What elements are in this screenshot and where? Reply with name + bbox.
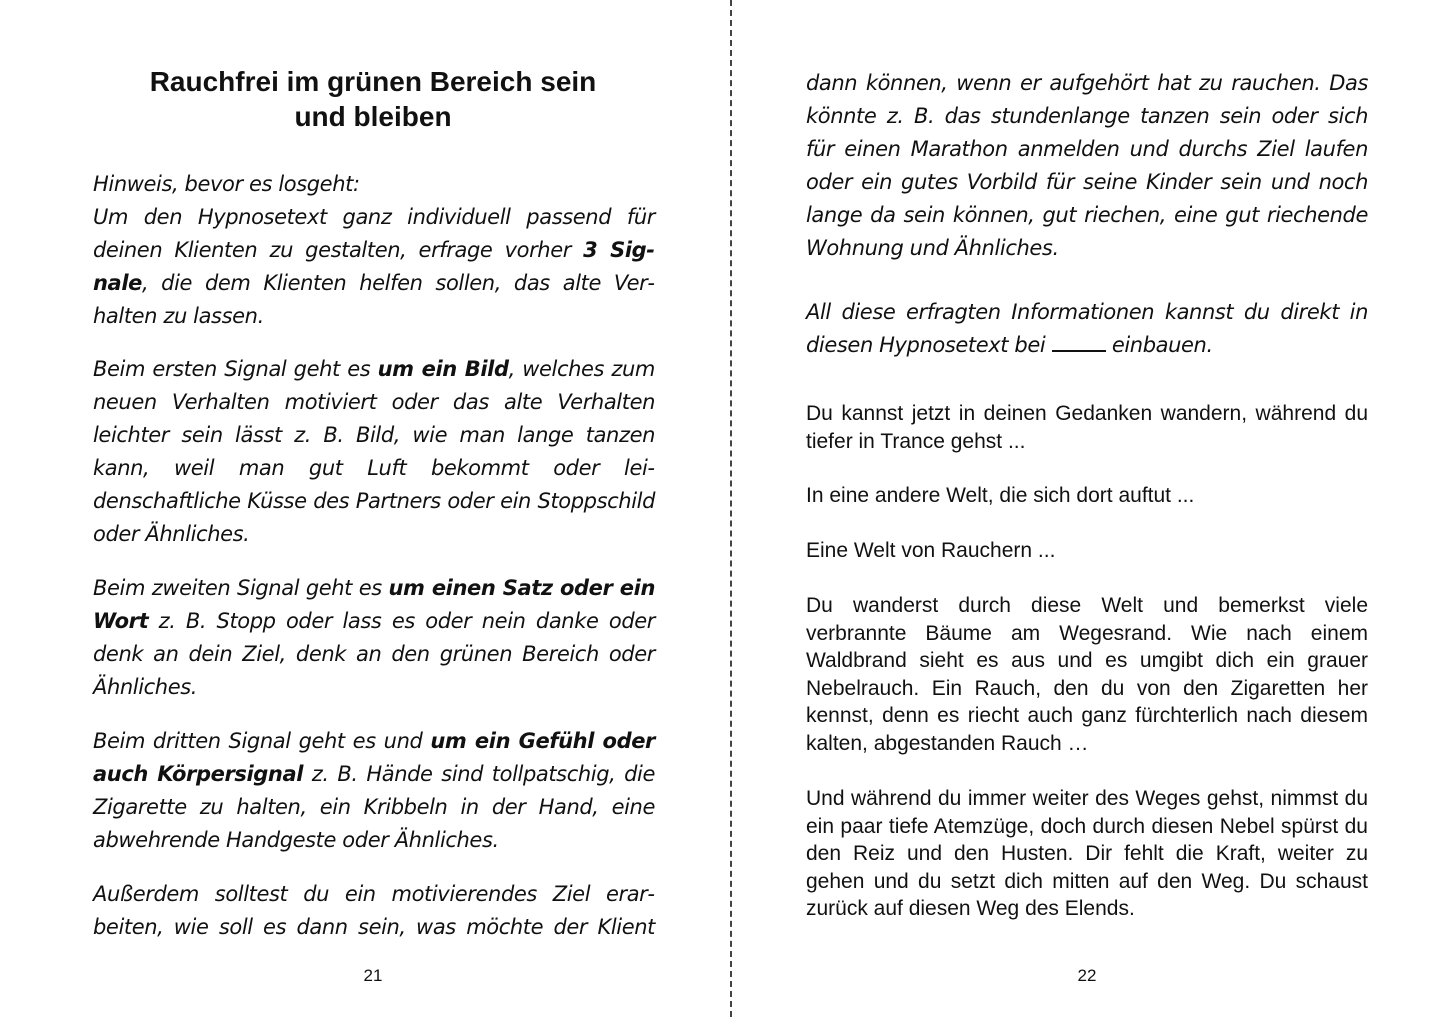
page-divider [730, 0, 732, 1017]
note-bold: 3 Signale [93, 238, 655, 295]
title-line-2: und bleiben [294, 101, 452, 132]
story-paragraph-2: In eine andere Welt, die sich dort auftut ... [806, 484, 1195, 507]
goal-paragraph: Außerdem solltest du ein motivierendes Ziel erarbeiten, wie soll es dann sein, was möchte der Klient [93, 882, 655, 939]
note-text-2: , die dem Klienten helfen sollen, das alte Verhalten zu lassen. [93, 271, 655, 328]
info-paragraph [806, 296, 1368, 362]
signal-2-text: Beim zweiten Signal geht es [93, 576, 389, 600]
story-paragraph-4: Du wanderst durch diese Welt und bemerkst viele verbrannte Bäume am Wegesrand. Wie nach einem Waldbrand sieht es aus und es umgibt dich ein grauer Nebelrauch. Ein Rauch, den du von den Zigaretten her kennst, denn es riecht auch ganz fürchterlich nach diesem kalten, abgestanden Rauch … [806, 594, 1368, 755]
fill-in-blank [1052, 332, 1106, 352]
signal-3-text-end: z. B. Hände sind tollpatschig, die Zigarette zu halten, ein Kribbeln in der Hand, eine abwehrende Handgeste oder Ähnliches. [93, 762, 656, 852]
signal-3-paragraph [93, 725, 655, 857]
story-paragraph-1: Du kannst jetzt in deinen Gedanken wandern, während du tiefer in Trance gehst ... [806, 402, 1368, 453]
note-paragraph [93, 168, 655, 333]
signal-2-text-end: z. B. Stopp oder lass es oder nein danke oder denk an dein Ziel, denk an den grünen Bereich oder Ähnliches. [93, 609, 655, 699]
signal-1-bold: um ein Bild [377, 357, 509, 381]
signal-1-paragraph [93, 353, 655, 551]
title-line-1: Rauchfrei im grünen Bereich sein [149, 66, 597, 97]
goal-continued-paragraph: dann können, wenn er aufgehört hat zu rauchen. Das könnte z. B. das stundenlange tanzen sein oder sich für einen Marathon anmelden und durchs Ziel laufen oder ein gutes Vorbild für seine Kinder sein und noch lange da sein können, gut riechen, eine gut riechende Wohnung und Ähnliches. [806, 71, 1368, 260]
note-heading: Hinweis, bevor es losgeht: [93, 172, 360, 196]
info-text: All diese erfragten Informationen kannst du direkt in diesen Hypnosetext bei [806, 300, 1368, 357]
signal-2-paragraph [93, 572, 655, 704]
signal-1-text-end: , welches zum neuen Verhalten motiviert oder das alte Verhalten leichter sein lässt z. B. Bild, wie man lange tanzen kann, weil man gut Luft bekommt oder leidenschaftliche Küsse des Partners oder ein Stoppschild oder Ähnliches. [93, 357, 655, 546]
signal-3-bold: um ein Gefühl oder auch Körpersignal [93, 729, 656, 786]
signal-2-bold: um einen Satz oder ein Wort [93, 576, 656, 633]
page-title [93, 64, 653, 134]
story-paragraph-5: Und während du immer weiter des Weges gehst, nimmst du ein paar tiefe Atemzüge, doch durch diesen Nebel spürst du den Reiz und den Husten. Dir fehlt die Kraft, weiter zu gehen und du setzt dich mitten auf den Weg. Du schaust zurück auf diesen Weg des Elends. [806, 787, 1368, 920]
info-text-end: einbauen. [1105, 333, 1213, 357]
right-page [733, 0, 1456, 1017]
signal-3-text: Beim dritten Signal geht es und [93, 729, 431, 753]
page-number: 21 [363, 966, 383, 985]
page-number: 22 [1077, 966, 1097, 985]
note-text-1: Um den Hypnosetext ganz individuell passend für deinen Klienten zu gestalten, erfrage vorher [93, 205, 655, 262]
signal-1-text: Beim ersten Signal geht es [93, 357, 378, 381]
story-paragraph-3: Eine Welt von Rauchern ... [806, 539, 1056, 562]
